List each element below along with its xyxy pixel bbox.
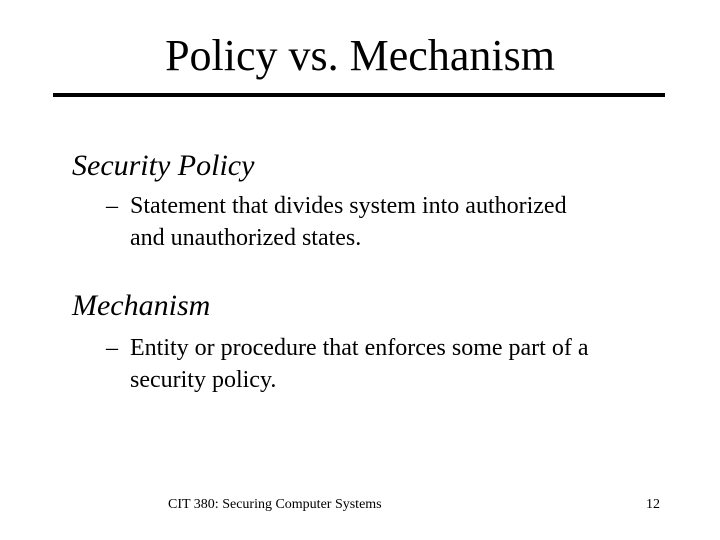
section-heading-mechanism: Mechanism [72, 289, 211, 322]
dash-marker: – [106, 193, 118, 219]
bullet-text: Statement that divides system into authorized [130, 193, 567, 219]
bullet-mechanism [106, 332, 696, 396]
bullet-line [106, 332, 696, 364]
slide-title: Policy vs. Mechanism [165, 31, 555, 80]
footer-course-title: CIT 380: Securing Computer Systems [168, 497, 382, 512]
bullet-security-policy [106, 190, 696, 254]
title-underline [53, 93, 665, 97]
bullet-text: Entity or procedure that enforces some part of a [130, 335, 589, 361]
footer-page-number: 12 [646, 497, 660, 512]
section-heading-security-policy: Security Policy [72, 149, 255, 182]
dash-marker: – [106, 335, 118, 361]
bullet-line [106, 190, 696, 222]
bullet-line-continuation: security policy. [130, 367, 277, 393]
bullet-line-continuation: and unauthorized states. [130, 225, 362, 251]
